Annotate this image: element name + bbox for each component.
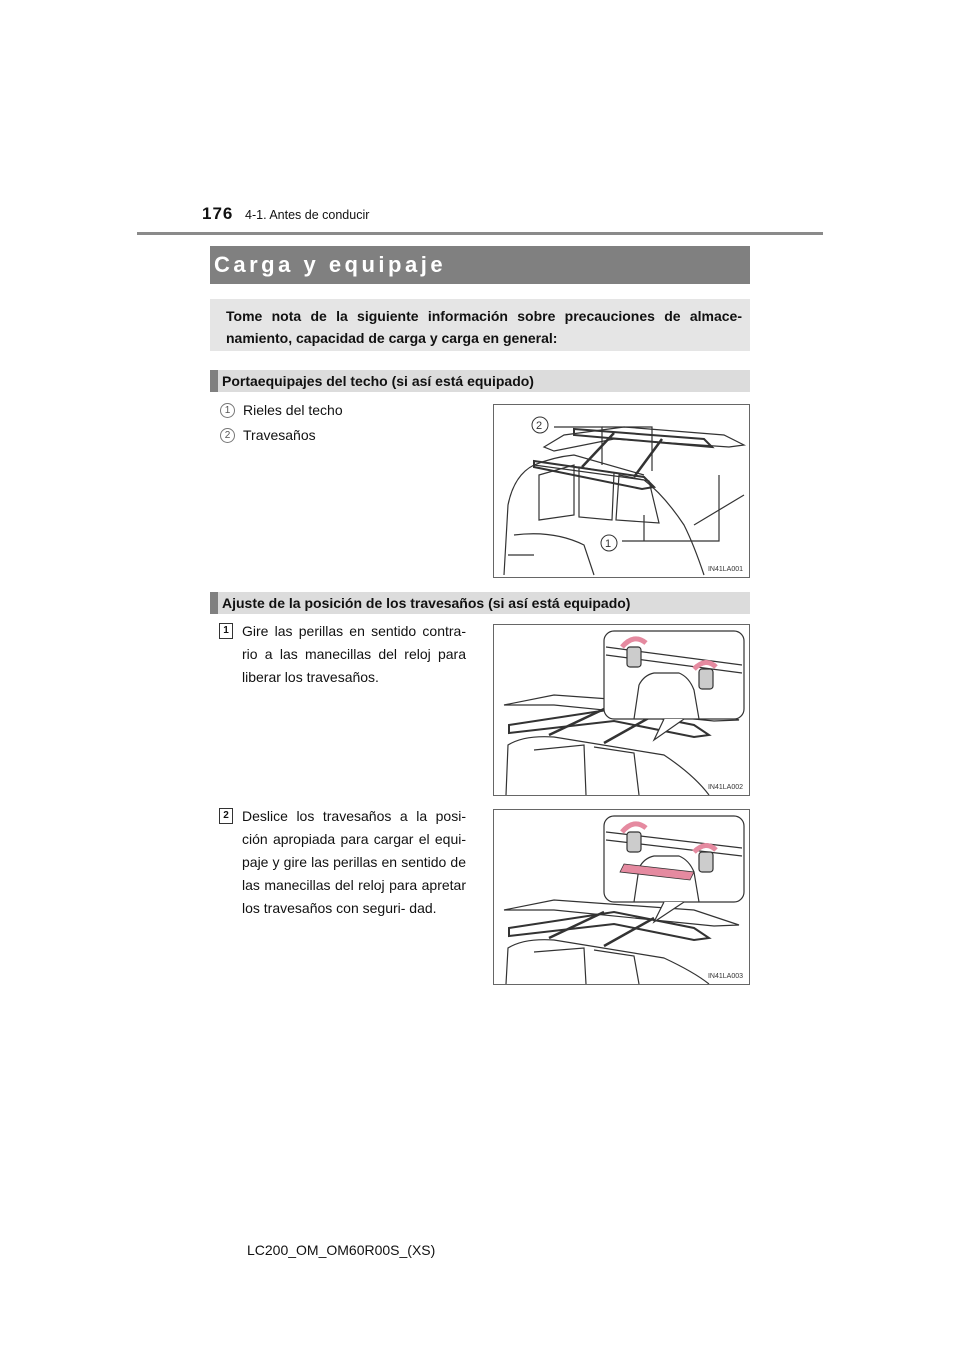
step-number-2: 2 [219,808,233,824]
page-title: Carga y equipaje [214,252,447,277]
page-number: 176 [202,204,234,223]
figure-step-1 [493,624,750,796]
step-text-1: Gire las perillas en sentido contra- rio a las manecillas del reloj para liberar los travesaños. [242,623,466,685]
svg-text:2: 2 [536,420,543,432]
loosen-knobs-illustration [494,625,750,796]
figure-code: IN41LA002 [707,784,743,791]
header-rule [137,232,823,235]
item-number-1: 1 [220,403,235,418]
section-heading-crossbar-adjust: Ajuste de la posición de los travesaños (si así está equipado) [222,595,631,611]
figure-step-2 [493,809,750,985]
step-text-2: Deslice los travesaños a la posi- ción apropiada para cargar el equi- paje y gire las perillas en sentido de las manecillas del reloj para apretar los travesaños con seguri- dad. [242,808,466,916]
slide-crossbars-illustration [494,810,750,985]
item-label-roof-rails: Rieles del techo [243,402,343,418]
figure-roof-rack [493,404,750,578]
figure-code: IN41LA001 [707,566,743,573]
svg-text:1: 1 [605,538,612,550]
item-number-2: 2 [220,428,235,443]
callout-2 [532,417,548,433]
item-label-crossbars: Travesaños [243,427,316,443]
roof-rack-illustration [494,405,750,578]
callout-1 [601,535,617,551]
section-heading-roof-rack: Portaequipajes del techo (si así está equipado) [222,373,534,389]
figure-code: IN41LA003 [707,973,743,980]
breadcrumb: 4-1. Antes de conducir [245,208,370,222]
footer-doc-code: LC200_OM_OM60R00S_(XS) [247,1242,436,1258]
intro-text: Tome nota de la siguiente información sobre precauciones de almace- namiento, capacidad de carga y carga en general: [226,308,742,346]
step-number-1: 1 [219,623,233,639]
